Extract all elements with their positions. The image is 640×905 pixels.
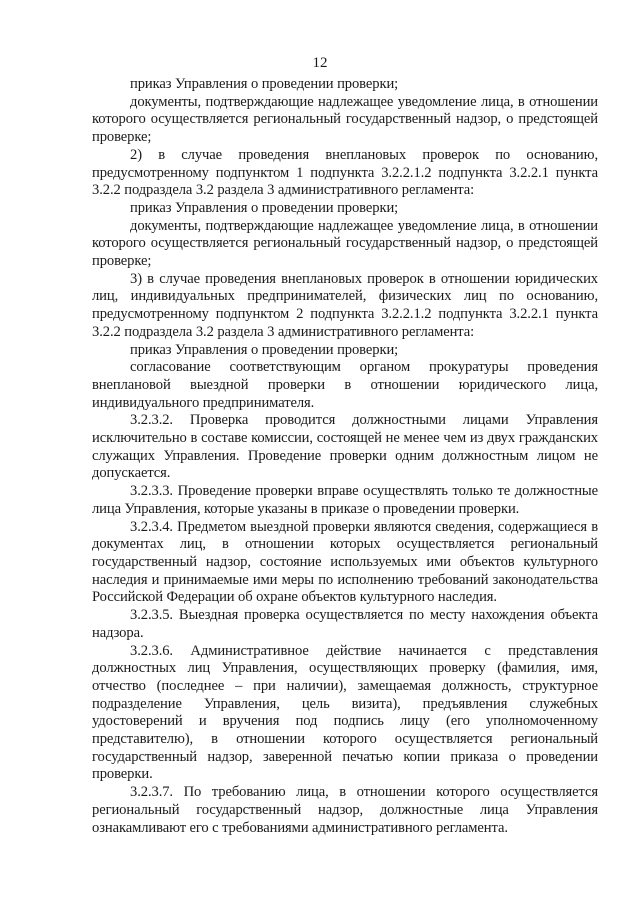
paragraph: 3) в случае проведения внеплановых проверок в отношении юридических лиц, индивидуальных предпринимателей, физических лиц по основанию, предусмотренному подпунктом 2 подпункта 3.2.2.1.2 подпункта 3.2.2.1 пункта 3.2.2 подраздела 3.2 раздела 3 административного регламента: <box>92 270 598 340</box>
paragraph: приказ Управления о проведении проверки; <box>130 341 399 358</box>
paragraph: 3.2.3.3. Проведение проверки вправе осуществлять только те должностные лица Управления, которые указаны в приказе о проведении проверки. <box>92 483 598 517</box>
document-body <box>92 76 598 837</box>
paragraph: документы, подтверждающие надлежащее уведомление лица, в отношении которого осуществляется региональный государственный надзор, о предстоящей проверке; <box>92 93 598 146</box>
paragraph: документы, подтверждающие надлежащее уведомление лица, в отношении которого осуществляется региональный государственный надзор, о предстоящей проверке; <box>92 217 598 270</box>
paragraph: 3.2.3.4. Предметом выездной проверки являются сведения, содержащиеся в документах лиц, в отношении которых осуществляется региональный государственный надзор, состояние используемых ими объектов культурного наследия и принимаемые ими меры по исполнению требований законодательства Российской Федерации об охране объектов культурного наследия. <box>92 518 598 606</box>
paragraph: 2) в случае проведения внеплановых проверок по основанию, предусмотренному подпунктом 1 подпункта 3.2.2.1.2 подпункта 3.2.2.1 пункта 3.2.2 подраздела 3.2 раздела 3 административного регламента: <box>92 146 598 199</box>
paragraph: согласование соответствующим органом прокуратуры проведения внеплановой выездной проверки в отношении юридического лица, индивидуального предпринимателя. <box>92 359 598 411</box>
paragraph: приказ Управления о проведении проверки; <box>130 199 399 216</box>
paragraph: приказ Управления о проведении проверки; <box>130 76 399 92</box>
page-number: 12 <box>312 55 328 71</box>
paragraph: 3.2.3.2. Проверка проводится должностными лицами Управления исключительно в составе комиссии, состоящей не менее чем из двух гражданских служащих Управления. Проведение проверки одним должностным лицом не допускается. <box>92 412 598 482</box>
paragraph: 3.2.3.7. По требованию лица, в отношении которого осуществляется региональный государственный надзор, должностные лица Управления ознакамливают его с требованиями административного регламента. <box>92 784 598 836</box>
paragraph: 3.2.3.6. Административное действие начинается с представления должностных лиц Управления, осуществляющих проверку (фамилия, имя, отчество (последнее – при наличии), замещаемая должность, структурное подразделение Управления, цель визита), предъявления служебных удостоверений и вручения под подпись лицу (его уполномоченному представителю), в отношении которого осуществляется региональный государственный надзор, заверенной печатью копии приказа о проведении проверки. <box>92 642 598 783</box>
paragraph: 3.2.3.5. Выездная проверка осуществляется по месту нахождения объекта надзора. <box>92 607 598 641</box>
